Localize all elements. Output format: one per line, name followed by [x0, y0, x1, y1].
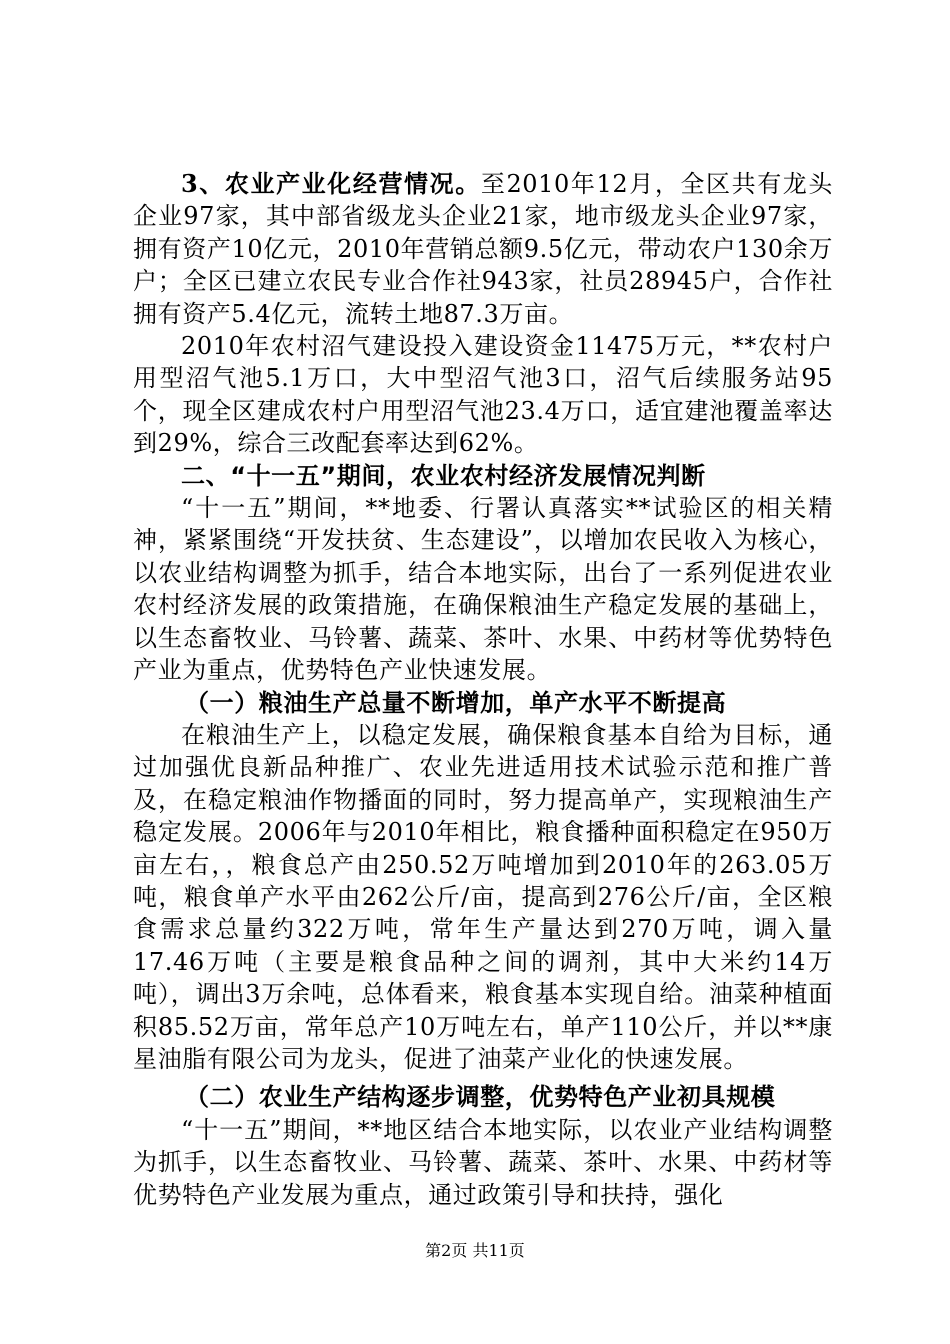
subsection-heading-1: （一）粮油生产总量不断增加，单产水平不断提高: [185, 688, 727, 717]
paragraph-biogas: 2010年农村沼气建设投入建设资金11475万元，**农村户用型沼气池5.1万口，大中型沼气池3口，沼气后续服务站95个，现全区建成农村户用型沼气池23.4万口，适宜建池覆盖率达到29%，综合三改配套率达到62%。: [133, 332, 833, 458]
paragraph-body-text: 至2010年12月，全区共有龙头企业97家，其中部省级龙头企业21家，地市级龙头企业97家，拥有资产10亿元，2010年营销总额9.5亿元，带动农户130余万户；全区已建立农民专业合作社943家，社员28945户，合作社拥有资产5.4亿元，流转土地87.3万亩。: [133, 170, 834, 328]
paragraph-lead-heading: 3、农业产业化经营情况。: [181, 169, 481, 198]
section-heading-2: 二、“十一五”期间，农业农村经济发展情况判断: [181, 461, 706, 490]
document-body: [133, 168, 833, 1211]
paragraph-industrialization: [133, 168, 833, 330]
paragraph-grain-oil: 在粮油生产上，以稳定发展，确保粮食基本自给为目标，通过加强优良新品种推广、农业先进适用技术试验示范和推广普及，在稳定粮油作物播面的同时，努力提高单产，实现粮油生产稳定发展。2006年与2010年相比，粮食播种面积稳定在950万亩左右，，粮食总产由250.52万吨增加到2010年的263.05万吨，粮食单产水平由262公斤/亩，提高到276公斤/亩，全区粮食需求总量约322万吨，常年生产量达到270万吨，调入量17.46万吨（主要是粮食品种之间的调剂，其中大米约14万吨），调出3万余吨，总体看来，粮食基本实现自给。油菜种植面积85.52万亩，常年总产10万吨左右，单产110公斤，并以**康星油脂有限公司为龙头，促进了油菜产业化的快速发展。: [133, 720, 833, 1073]
page-number-footer: 第2页 共11页: [425, 1241, 525, 1260]
subsection-heading-2: （二）农业生产结构逐步调整，优势特色产业初具规模: [185, 1083, 776, 1112]
paragraph-eleventh-five-year: “十一五”期间，**地委、行署认真落实**试验区的相关精神，紧紧围绕“开发扶贫、生态建设”，以增加农民收入为核心，以农业结构调整为抓手，结合本地实际，出台了一系列促进农业农村经济发展的政策措施，在确保粮油生产稳定发展的基础上，以生态畜牧业、马铃薯、蔬菜、茶叶、水果、中药材等优势特色产业为重点，优势特色产业快速发展。: [133, 494, 833, 685]
paragraph-structure-adjustment: “十一五”期间，**地区结合本地实际，以农业产业结构调整为抓手，以生态畜牧业、马铃薯、蔬菜、茶叶、水果、中药材等优势特色产业发展为重点，通过政策引导和扶持，强化: [133, 1115, 833, 1209]
